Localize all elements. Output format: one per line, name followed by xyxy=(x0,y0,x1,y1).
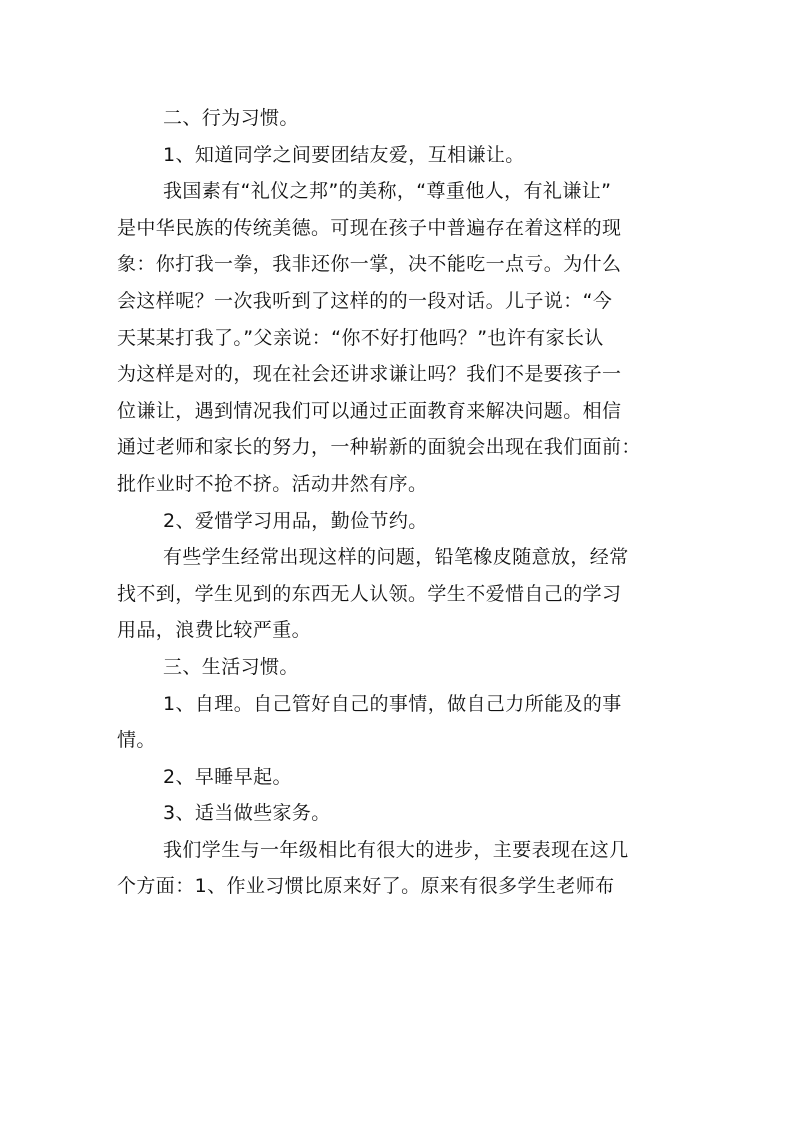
item-1-self-care: 1、自理。自己管好自己的事情，做自己力所能及的事 xyxy=(163,692,622,715)
item-2-care-supplies-heading: 2、爱惜学习用品，勤俭节约。 xyxy=(163,509,428,532)
paragraph-line: 通过老师和家长的努力，一种崭新的面貌会出现在我们面前： xyxy=(117,436,641,459)
item-2-early-sleep: 2、早睡早起。 xyxy=(163,765,292,788)
paragraph-line: 是中华民族的传统美德。可现在孩子中普遍存在着这样的现 xyxy=(117,216,622,239)
item-1-unity-heading: 1、知道同学之间要团结友爱，互相谦让。 xyxy=(163,143,525,166)
paragraph-line: 找不到，学生见到的东西无人认领。学生不爱惜自己的学习 xyxy=(117,582,622,605)
paragraph-line: 批作业时不抢不挤。活动井然有序。 xyxy=(117,472,428,495)
paragraph-line: 会这样呢？一次我听到了这样的的一段对话。儿子说：“今 xyxy=(117,289,613,312)
paragraph-line: 有些学生经常出现这样的问题，铅笔橡皮随意放，经常 xyxy=(163,546,629,569)
paragraph-line: 为这样是对的，现在社会还讲求谦让吗？我们不是要孩子一 xyxy=(117,363,622,386)
section-heading-living-habits: 三、生活习惯。 xyxy=(163,655,299,678)
paragraph-line: 象：你打我一拳，我非还你一掌，决不能吃一点亏。为什么 xyxy=(117,253,622,276)
document-body xyxy=(117,100,677,905)
section-heading-behavior-habits: 二、行为习惯。 xyxy=(163,107,299,129)
paragraph-line: 位谦让，遇到情况我们可以通过正面教育来解决问题。相信 xyxy=(117,399,622,422)
paragraph-line: 情。 xyxy=(117,729,156,752)
paragraph-line: 个方面：1、作业习惯比原来好了。原来有很多学生老师布 xyxy=(117,875,615,898)
item-3-housework: 3、适当做些家务。 xyxy=(163,802,331,825)
paragraph-line: 用品，浪费比较严重。 xyxy=(117,619,312,642)
paragraph-line: 天某某打我了。”父亲说：“你不好打他吗？”也许有家长认 xyxy=(117,326,604,349)
paragraph-line: 我国素有“礼仪之邦”的美称，“尊重他人，有礼谦让” xyxy=(163,180,612,203)
paragraph-line: 我们学生与一年级相比有很大的进步，主要表现在这几 xyxy=(163,838,629,861)
